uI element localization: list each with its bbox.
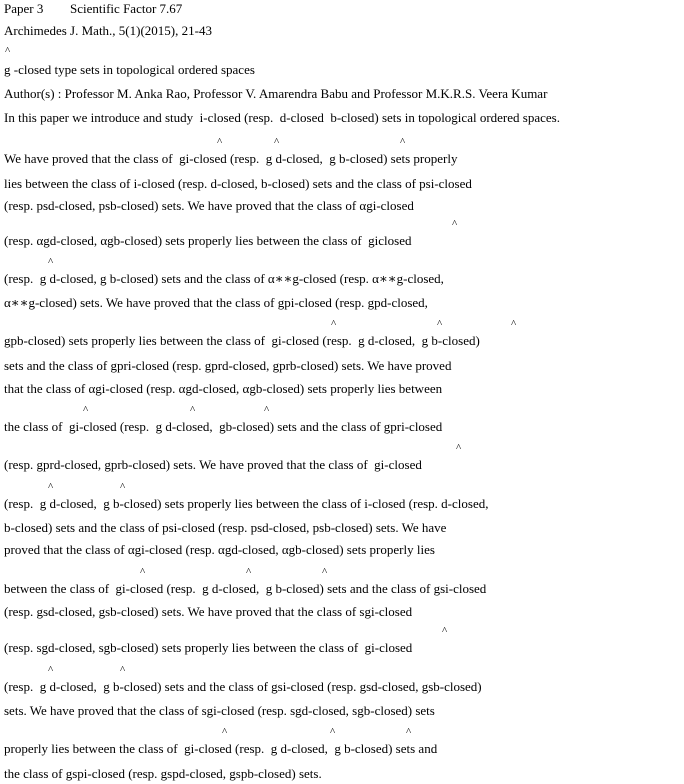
hat-accent: ^ [120, 664, 126, 676]
abstract-line: sets. We have proved that the class of sgi-closed (resp. sgd-closed, sgb-closed) sets [4, 703, 435, 718]
title-caret: ^ [5, 45, 11, 57]
hat-accent: ^ [140, 566, 146, 578]
abstract-line: b-closed) sets and the class of psi-closed (resp. psd-closed, psb-closed) sets. We have [4, 520, 447, 535]
abstract-line: the class of gspi-closed (resp. gspd-closed, gspb-closed) sets. [4, 766, 322, 781]
hat-accent: ^ [511, 318, 517, 330]
scientific-factor: Scientific Factor 7.67 [70, 1, 183, 16]
hat-accent: ^ [442, 625, 448, 637]
abstract-line: (resp. g d-closed, g b-closed) sets and the class of α∗∗g-closed (resp. α∗∗g-closed, [4, 271, 444, 286]
hat-accent: ^ [452, 218, 458, 230]
hat-accent: ^ [437, 318, 443, 330]
abstract-line: between the class of gi-closed (resp. g d-closed, g b-closed) sets and the class of gsi-closed [4, 581, 487, 596]
hat-accent: ^ [456, 442, 462, 454]
authors: Author(s) : Professor M. Anka Rao, Professor V. Amarendra Babu and Professor M.K.R.S. Veera Kumar [4, 86, 548, 101]
hat-accent: ^ [217, 136, 223, 148]
abstract-line: We have proved that the class of gi-closed (resp. g d-closed, g b-closed) sets properly [4, 151, 458, 166]
abstract-line: the class of gi-closed (resp. g d-closed, gb-closed) sets and the class of gpri-closed [4, 419, 443, 434]
abstract-line: (resp. αgd-closed, αgb-closed) sets properly lies between the class of giclosed [4, 233, 412, 248]
hat-accent: ^ [246, 566, 252, 578]
abstract-line: In this paper we introduce and study i-closed (resp. d-closed b-closed) sets in topological ordered spaces. [4, 110, 560, 125]
abstract-line: proved that the class of αgi-closed (resp. αgd-closed, αgb-closed) sets properly lies [4, 542, 435, 557]
hat-accent: ^ [264, 404, 270, 416]
hat-accent: ^ [48, 481, 54, 493]
abstract-line: (resp. gprd-closed, gprb-closed) sets. We have proved that the class of gi-closed [4, 457, 422, 472]
abstract-line: α∗∗g-closed) sets. We have proved that the class of gpi-closed (resp. gpd-closed, [4, 295, 428, 310]
hat-accent: ^ [222, 726, 228, 738]
hat-accent: ^ [190, 404, 196, 416]
hat-accent: ^ [331, 318, 337, 330]
abstract-line: sets and the class of gpri-closed (resp. gprd-closed, gprb-closed) sets. We have proved [4, 358, 452, 373]
hat-accent: ^ [120, 481, 126, 493]
hat-accent: ^ [48, 256, 54, 268]
hat-accent: ^ [322, 566, 328, 578]
hat-accent: ^ [330, 726, 336, 738]
abstract-line: that the class of αgi-closed (resp. αgd-closed, αgb-closed) sets properly lies between [4, 381, 443, 396]
paper-number: Paper 3 [4, 1, 44, 16]
abstract-line: (resp. g d-closed, g b-closed) sets and the class of gsi-closed (resp. gsd-closed, gsb-closed) [4, 679, 482, 694]
hat-accent: ^ [400, 136, 406, 148]
paper-title: g -closed type sets in topological ordered spaces [4, 62, 255, 77]
abstract-line: (resp. sgd-closed, sgb-closed) sets properly lies between the class of gi-closed [4, 640, 413, 655]
journal-citation: Archimedes J. Math., 5(1)(2015), 21-43 [4, 23, 212, 38]
abstract-line: (resp. psd-closed, psb-closed) sets. We have proved that the class of αgi-closed [4, 198, 414, 213]
hat-accent: ^ [406, 726, 412, 738]
abstract-line: properly lies between the class of gi-closed (resp. g d-closed, g b-closed) sets and [4, 741, 438, 756]
hat-accent: ^ [83, 404, 89, 416]
hat-accent: ^ [48, 664, 54, 676]
abstract-line: lies between the class of i-closed (resp. d-closed, b-closed) sets and the class of psi-closed [4, 176, 472, 191]
hat-accent: ^ [274, 136, 280, 148]
abstract-line: gpb-closed) sets properly lies between the class of gi-closed (resp. g d-closed, g b-closed) [4, 333, 480, 348]
abstract-line: (resp. g d-closed, g b-closed) sets properly lies between the class of i-closed (resp. d-closed, [4, 496, 489, 511]
abstract-line: (resp. gsd-closed, gsb-closed) sets. We have proved that the class of sgi-closed [4, 604, 413, 619]
